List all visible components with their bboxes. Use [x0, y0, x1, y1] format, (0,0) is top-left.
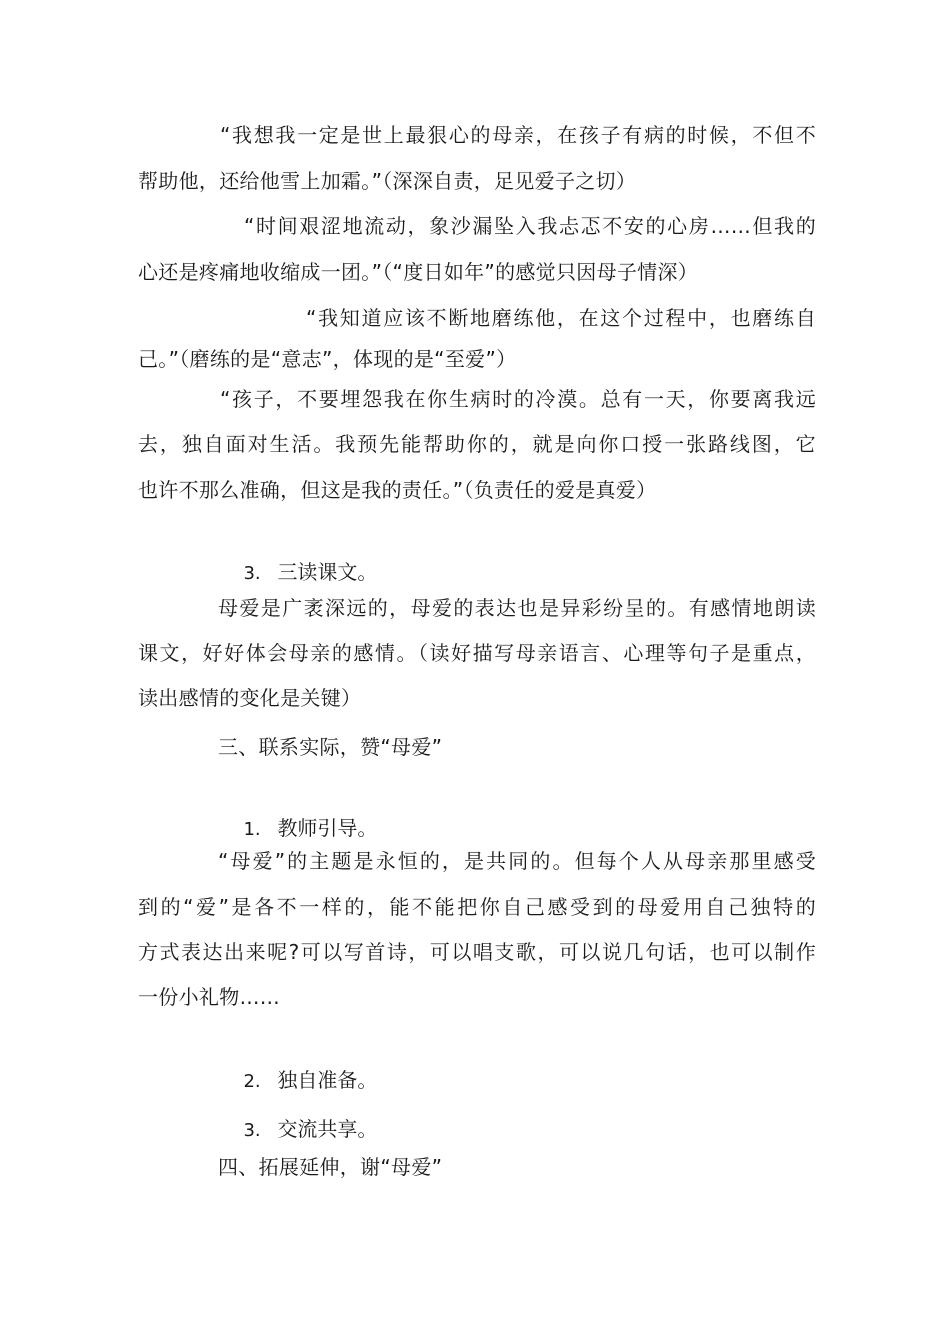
quote-paragraph-4-line-1: “孩子，不要埋怨我在你生病时的冷漠。总有一天，你要离我远 [220, 387, 816, 411]
body-paragraph-5-line-2: 课文，好好体会母亲的感情。（读好描写母亲语言、心理等句子是重点， [138, 641, 816, 665]
item-text: 交流共享。 [277, 1117, 378, 1141]
quote-paragraph-4-line-2: 去，独自面对生活。我预先能帮助你的，就是向你口授一张路线图，它 [138, 432, 816, 456]
item-text: 独自准备。 [277, 1068, 378, 1092]
item-text: 三读课文。 [277, 560, 378, 584]
quote-paragraph-1-line-2: 帮助他，还给他雪上加霜。”（深深自责，足见爱子之切） [138, 169, 637, 193]
body-paragraph-6-line-3: 方式表达出来呢?可以写首诗，可以唱支歌，可以说几句话，也可以制作 [138, 940, 816, 964]
item-number: 2. [243, 1071, 261, 1092]
body-paragraph-6-line-4: 一份小礼物…… [138, 985, 281, 1009]
quote-paragraph-4-line-3: 也许不那么准确，但这是我的责任。”（负责任的爱是真爱） [138, 478, 657, 502]
item-number: 3. [243, 563, 261, 584]
item-number: 3. [243, 1120, 261, 1141]
quote-paragraph-2-line-2: 心还是疼痛地收缩成一团。”（“度日如年”的感觉只因母子情深） [138, 260, 699, 284]
item-number: 1. [243, 819, 261, 840]
item-text: 教师引导。 [277, 816, 378, 840]
body-paragraph-6-line-2: 到的“爱”是各不一样的，能不能把你自己感受到的母爱用自己独特的 [138, 895, 816, 919]
quote-paragraph-1-line-1: “我想我一定是世上最狠心的母亲，在孩子有病的时候，不但不 [220, 123, 816, 147]
body-paragraph-6-line-1: “母爱”的主题是永恒的，是共同的。但每个人从母亲那里感受 [218, 849, 816, 873]
quote-paragraph-3-line-2: 己。”（磨练的是“意志”，体现的是“至爱”） [138, 347, 517, 371]
section-heading-3: 三、联系实际，赞“母爱” [218, 735, 443, 759]
section-heading-4: 四、拓展延伸，谢“母爱” [218, 1155, 443, 1179]
quote-paragraph-2-line-1: “时间艰涩地流动，象沙漏坠入我忐忑不安的心房……但我的 [244, 214, 816, 238]
quote-paragraph-3-line-1: “我知道应该不断地磨练他，在这个过程中，也磨练自 [306, 306, 816, 330]
body-paragraph-5-line-1: 母爱是广袤深远的，母爱的表达也是异彩纷呈的。有感情地朗读 [218, 596, 816, 620]
body-paragraph-5-line-3: 读出感情的变化是关键） [138, 686, 362, 710]
